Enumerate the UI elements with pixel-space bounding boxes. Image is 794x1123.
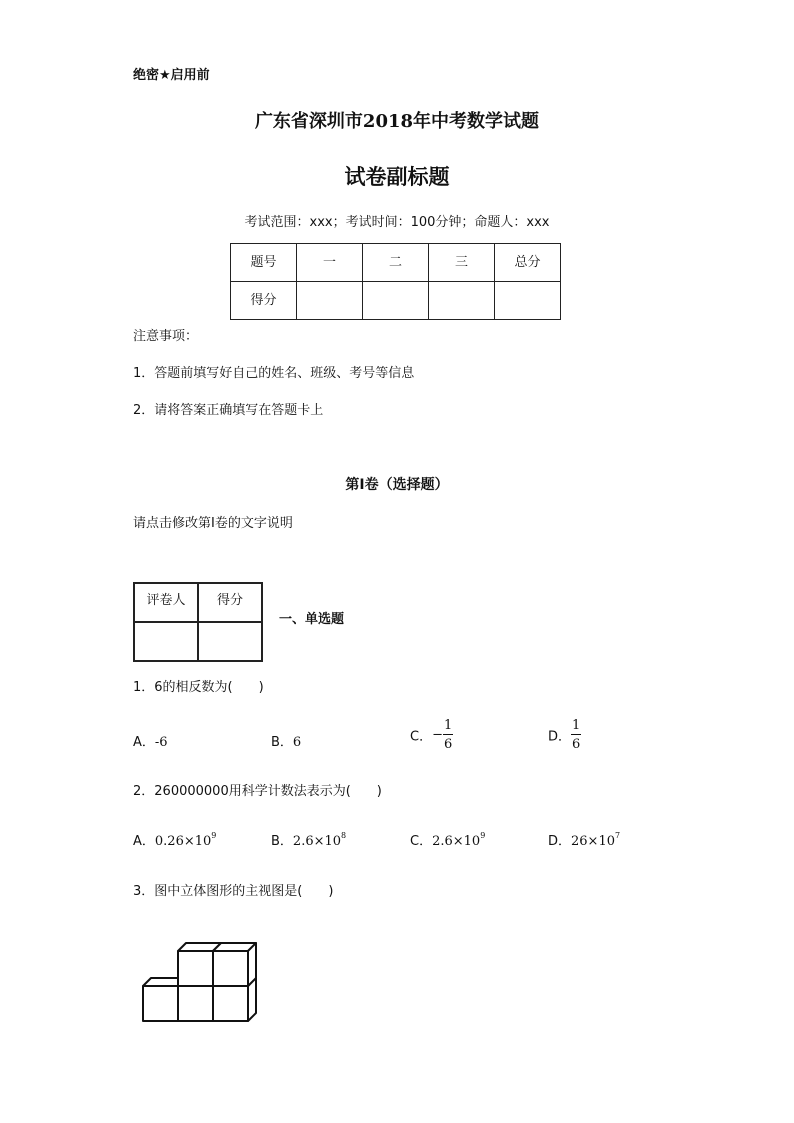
question-3-cube-figure xyxy=(136,935,266,1027)
section-title: 第I卷（选择题） xyxy=(345,477,449,493)
grader-header-cell: 得分 xyxy=(198,583,262,622)
question-2-option-d: D．$26\times 10^7$ xyxy=(548,831,621,849)
question-2-option-c: C．$2.6\times 10^9$ xyxy=(410,831,486,849)
question-3-stem: 3．图中立体图形的主视图是( ) xyxy=(133,884,334,899)
cube-front xyxy=(178,986,213,1021)
exam-info: 考试范围：xxx；考试时间：100分钟；命题人：xxx xyxy=(244,215,550,230)
question-1-option-d: D． $\frac{1}{6}$ xyxy=(548,718,581,752)
fraction: $\frac{1}{6}$ xyxy=(443,718,453,752)
score-input-cell xyxy=(495,282,561,320)
part-heading: 一、单选题 xyxy=(279,612,345,627)
score-table xyxy=(230,243,561,320)
question-2-option-a: A．$0.26\times 10^9$ xyxy=(133,831,217,849)
question-2-option-b: B．$2.6\times 10^8$ xyxy=(271,831,347,849)
score-input-cell xyxy=(429,282,495,320)
cube-front xyxy=(213,986,248,1021)
grader-input-cell xyxy=(198,622,262,661)
cube-front xyxy=(143,986,178,1021)
score-table-header-row xyxy=(231,244,561,282)
cube-front xyxy=(213,951,248,986)
grader-input-cell xyxy=(134,622,198,661)
score-input-cell xyxy=(297,282,363,320)
grader-table xyxy=(133,582,263,662)
cube-side xyxy=(248,943,256,986)
notes-item-1: 1．答题前填写好自己的姓名、班级、考号等信息 xyxy=(133,366,415,381)
grader-header-cell: 评卷人 xyxy=(134,583,198,622)
cube-front xyxy=(178,951,213,986)
question-1-stem: 1．6的相反数为( ) xyxy=(133,680,264,695)
score-input-cell xyxy=(363,282,429,320)
exam-subtitle: 试卷副标题 xyxy=(344,165,450,189)
score-cell: 总分 xyxy=(495,244,561,282)
section-description: 请点击修改第I卷的文字说明 xyxy=(133,516,293,531)
exam-title: 广东省深圳市2018年中考数学试题 xyxy=(254,111,540,132)
question-2-stem: 2．260000000用科学计数法表示为( ) xyxy=(133,784,382,799)
score-cell: 二 xyxy=(363,244,429,282)
score-cell: 一 xyxy=(297,244,363,282)
notes-heading: 注意事项： xyxy=(133,329,199,344)
score-cell: 得分 xyxy=(231,282,297,320)
score-table-score-row xyxy=(231,282,561,320)
score-cell: 题号 xyxy=(231,244,297,282)
score-cell: 三 xyxy=(429,244,495,282)
notes-item-2: 2．请将答案正确填写在答题卡上 xyxy=(133,403,324,418)
question-1-option-c: C．− $\frac{1}{6}$ xyxy=(410,718,453,752)
question-1-option-a: A．-6 xyxy=(133,735,168,750)
secret-label: 绝密★启用前 xyxy=(133,68,210,83)
question-1-option-b: B．6 xyxy=(271,735,302,750)
fraction: $\frac{1}{6}$ xyxy=(572,718,581,752)
